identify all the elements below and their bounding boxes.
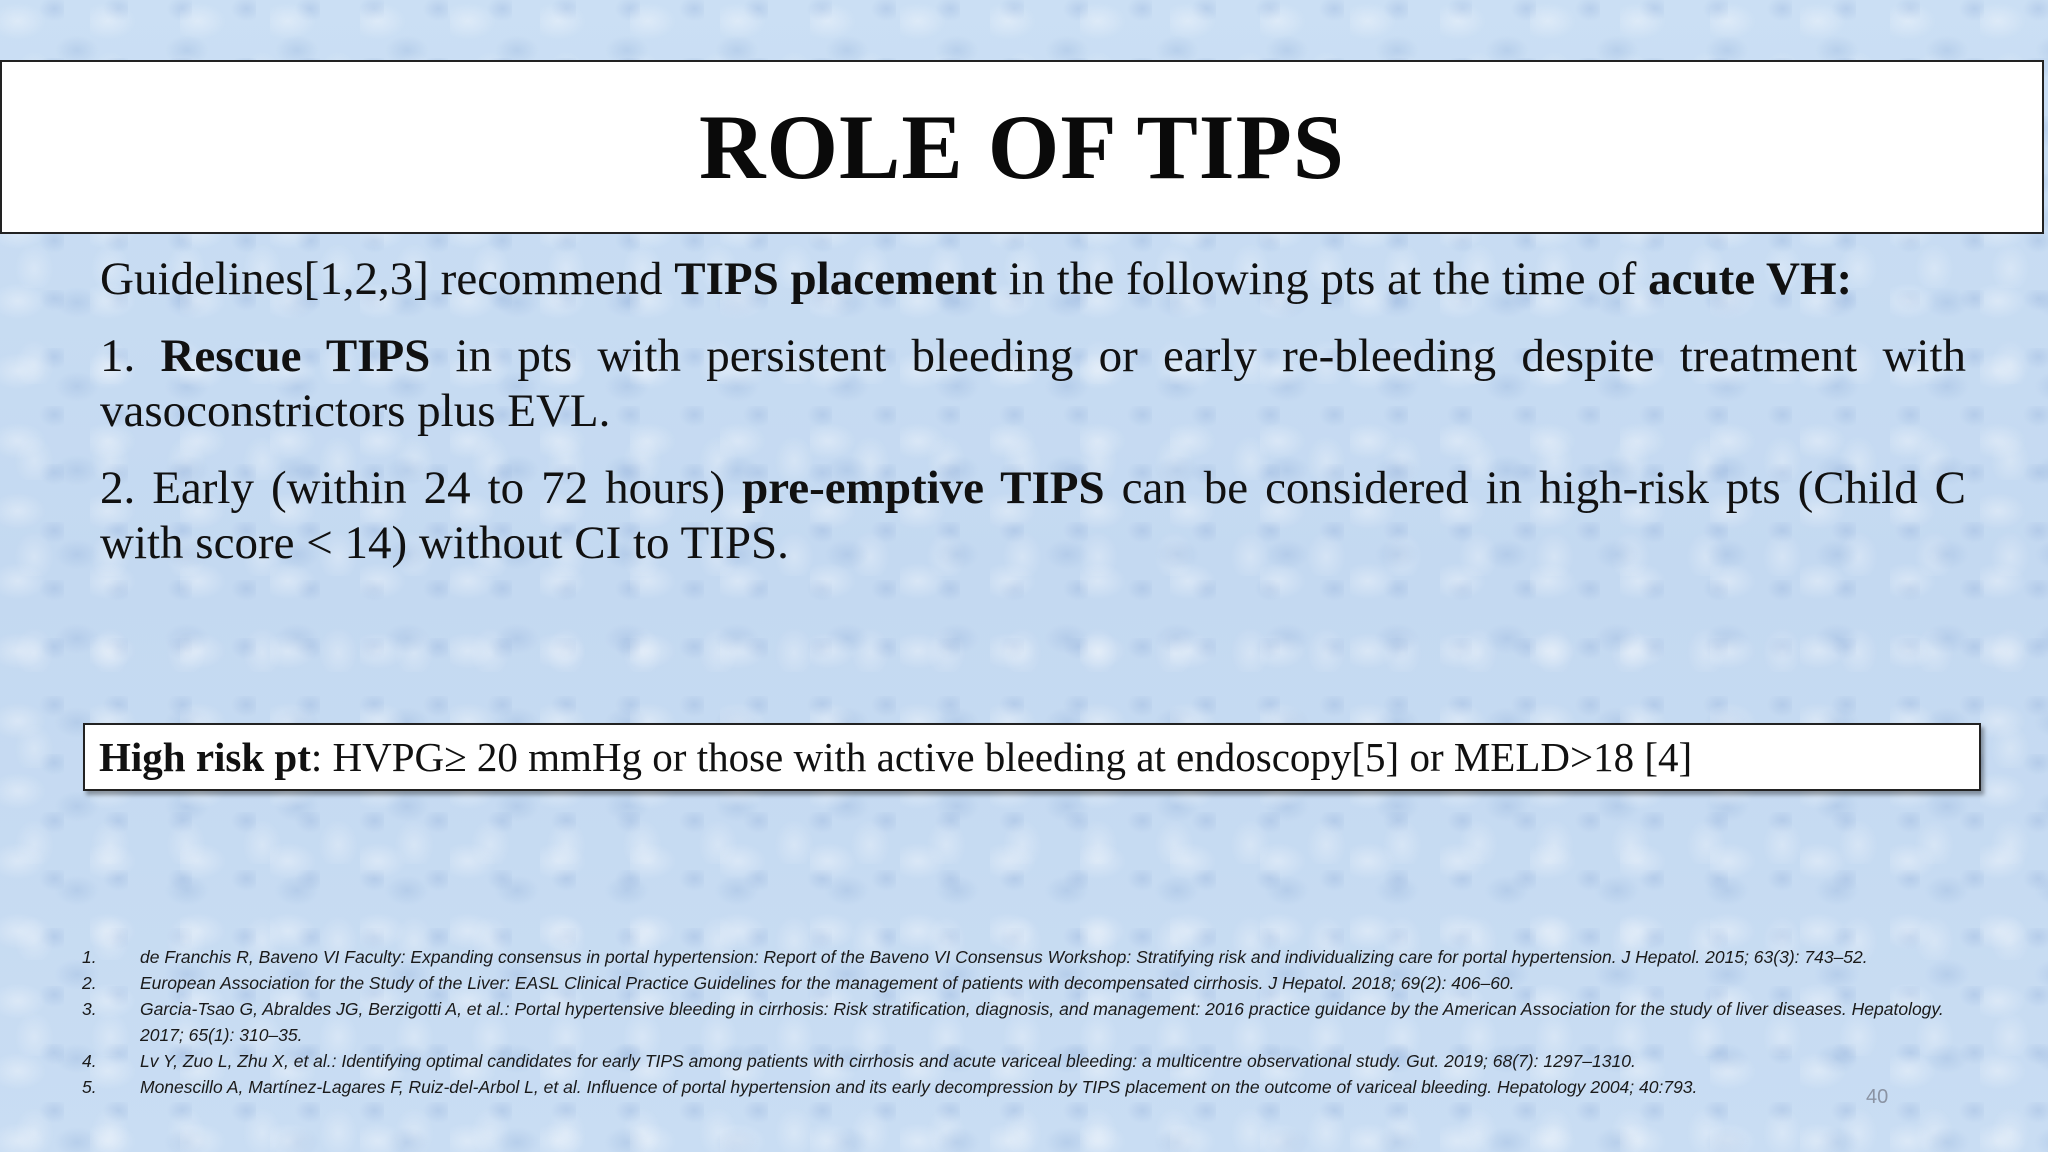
intro-bold-1: TIPS placement [674, 253, 997, 305]
reference-item [82, 970, 1962, 996]
item-2-paragraph [100, 461, 1966, 571]
reference-text: Garcia-Tsao G, Abraldes JG, Berzigotti A, et al.: Portal hypertensive bleeding in cirrhosis: Risk stratification, diagnosis, and management: 2016 practice guidance by the American Association for the study of liver diseases. Hepatology. 2017; 65(1): 310–35. [140, 999, 1944, 1045]
item-2-text-2: can be considered in high-risk pts (Child C with score < 14) without CI to TIPS. [100, 462, 1967, 569]
reference-text: Monescillo A, Martínez-Lagares F, Ruiz-del-Arbol L, et al. Influence of portal hypertension and its early decompression by TIPS placement on the outcome of variceal bleeding. Hepatology 2004; 40:793. [140, 1077, 1698, 1097]
reference-item [82, 1074, 1962, 1100]
reference-number: 4. [82, 1051, 97, 1071]
page-number: 40 [1866, 1086, 1889, 1108]
reference-text: Lv Y, Zuo L, Zhu X, et al.: Identifying optimal candidates for early TIPS among patients with cirrhosis and acute variceal bleeding: a multicentre observational study. Gut. 2019; 68(7): 1297–1310. [140, 1051, 1636, 1071]
intro-text-2: in the following pts at the time of [996, 253, 1649, 305]
high-risk-box [83, 723, 1981, 791]
reference-item [82, 944, 1962, 970]
high-risk-text: : HVPG≥ 20 mmHg or those with active bleeding at endoscopy[5] or MELD>18 [4] [310, 734, 1693, 780]
title-box [0, 60, 2044, 234]
intro-bold-2: acute VH: [1648, 253, 1853, 305]
item-1-bold: Rescue TIPS [160, 330, 431, 382]
reference-item [82, 1048, 1962, 1074]
reference-number: 3. [82, 999, 97, 1019]
reference-text: European Association for the Study of the Liver: EASL Clinical Practice Guidelines for the management of patients with decompensated cirrhosis. J Hepatol. 2018; 69(2): 406–60. [140, 973, 1515, 993]
main-content [100, 252, 1966, 593]
intro-text-1: Guidelines[1,2,3] recommend [100, 253, 675, 305]
references-list [82, 944, 1962, 1100]
intro-paragraph [100, 252, 1966, 307]
item-2-text-1: 2. Early (within 24 to 72 hours) [100, 462, 743, 514]
item-1-number: 1. [100, 330, 161, 382]
reference-number: 2. [82, 973, 97, 993]
slide-title: ROLE OF TIPS [699, 96, 1345, 198]
item-1-text: in pts with persistent bleeding or early re-bleeding despite treatment with vasoconstrictors plus EVL. [100, 330, 1967, 437]
reference-text: de Franchis R, Baveno VI Faculty: Expanding consensus in portal hypertension: Report of the Baveno VI Consensus Workshop: Stratifying risk and individualizing care for portal hypertension. J Hepatol. 2015; 63(3): 743–52. [140, 947, 1868, 967]
item-1-paragraph [100, 329, 1966, 439]
high-risk-label: High risk pt [99, 734, 311, 780]
reference-number: 5. [82, 1077, 97, 1097]
reference-number: 1. [82, 947, 97, 967]
item-2-bold: pre-emptive TIPS [742, 462, 1105, 514]
reference-item [82, 996, 1962, 1048]
